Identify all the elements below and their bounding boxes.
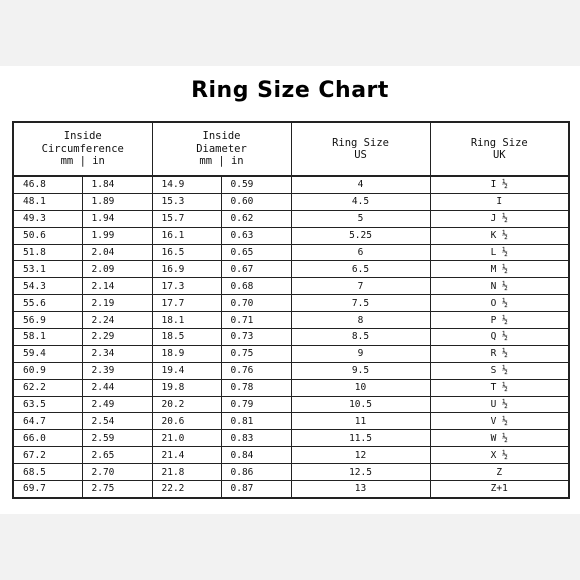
uk-size-cell: I ½	[430, 176, 569, 193]
diameter-in-cell: 0.68	[221, 278, 291, 295]
table-row	[13, 278, 569, 295]
circumference-in-cell: 2.65	[82, 447, 152, 464]
circumference-header-line1: Inside	[63, 130, 102, 143]
diameter-mm-cell: 20.2	[152, 396, 221, 413]
us-size-cell: 8	[291, 312, 430, 329]
circumference-header	[13, 122, 152, 176]
diameter-in-cell: 0.83	[221, 430, 291, 447]
circumference-mm-cell: 69.7	[13, 481, 82, 498]
diameter-mm-cell: 19.4	[152, 362, 221, 379]
table-row	[13, 244, 569, 261]
circumference-mm-cell: 50.6	[13, 227, 82, 244]
circumference-in-cell: 1.99	[82, 227, 152, 244]
diameter-in-cell: 0.70	[221, 295, 291, 312]
diameter-in-cell: 0.76	[221, 362, 291, 379]
circumference-mm-cell: 66.0	[13, 430, 82, 447]
us-size-cell: 5	[291, 210, 430, 227]
table-row	[13, 362, 569, 379]
circumference-in-cell: 2.14	[82, 278, 152, 295]
diameter-in-cell: 0.81	[221, 413, 291, 430]
table-row	[13, 396, 569, 413]
table-body	[13, 176, 569, 498]
circumference-in-cell: 2.04	[82, 244, 152, 261]
table-row	[13, 295, 569, 312]
diameter-mm-cell: 17.3	[152, 278, 221, 295]
page-title: Ring Size Chart	[191, 78, 389, 103]
us-size-cell: 6	[291, 244, 430, 261]
diameter-mm-cell: 15.7	[152, 210, 221, 227]
diameter-mm-cell: 21.8	[152, 464, 221, 481]
diameter-header-units: mm | in	[199, 155, 244, 168]
diameter-mm-cell: 21.0	[152, 430, 221, 447]
diameter-in-cell: 0.73	[221, 329, 291, 346]
diameter-mm-cell: 20.6	[152, 413, 221, 430]
diameter-in-cell: 0.75	[221, 345, 291, 362]
diameter-in-cell: 0.60	[221, 193, 291, 210]
uk-size-cell: O ½	[430, 295, 569, 312]
uk-size-cell: K ½	[430, 227, 569, 244]
table-row	[13, 329, 569, 346]
us-size-cell: 11	[291, 413, 430, 430]
diameter-mm-cell: 18.5	[152, 329, 221, 346]
uk-size-cell: W ½	[430, 430, 569, 447]
uk-size-cell: Z+1	[430, 481, 569, 498]
table-row	[13, 193, 569, 210]
table-header-row	[13, 122, 569, 176]
table-row	[13, 430, 569, 447]
circumference-in-cell: 2.75	[82, 481, 152, 498]
diameter-header	[152, 122, 291, 176]
diameter-in-cell: 0.63	[221, 227, 291, 244]
uk-size-cell: P ½	[430, 312, 569, 329]
us-size-cell: 12.5	[291, 464, 430, 481]
uk-size-cell: N ½	[430, 278, 569, 295]
uk-size-header-line2: UK	[492, 149, 506, 161]
diameter-in-cell: 0.71	[221, 312, 291, 329]
us-size-cell: 8.5	[291, 329, 430, 346]
diameter-in-cell: 0.59	[221, 176, 291, 193]
us-size-cell: 10.5	[291, 396, 430, 413]
uk-size-cell: X ½	[430, 447, 569, 464]
circumference-mm-cell: 46.8	[13, 176, 82, 193]
us-size-cell: 9.5	[291, 362, 430, 379]
circumference-in-cell: 2.29	[82, 329, 152, 346]
diameter-in-cell: 0.65	[221, 244, 291, 261]
circumference-in-cell: 2.49	[82, 396, 152, 413]
circumference-mm-cell: 56.9	[13, 312, 82, 329]
us-size-cell: 10	[291, 379, 430, 396]
diameter-mm-cell: 15.3	[152, 193, 221, 210]
uk-size-cell: Q ½	[430, 329, 569, 346]
uk-size-cell: R ½	[430, 345, 569, 362]
ring-size-table	[12, 121, 570, 499]
diameter-mm-cell: 16.1	[152, 227, 221, 244]
uk-size-cell: M ½	[430, 261, 569, 278]
table-row	[13, 481, 569, 498]
table-row	[13, 227, 569, 244]
diameter-header-line2: Diameter	[196, 142, 247, 155]
table-row	[13, 312, 569, 329]
us-size-header	[291, 122, 430, 176]
table-row	[13, 464, 569, 481]
table-row	[13, 345, 569, 362]
circumference-mm-cell: 63.5	[13, 396, 82, 413]
uk-size-cell: L ½	[430, 244, 569, 261]
circumference-in-cell: 2.09	[82, 261, 152, 278]
circumference-header-line2: Circumference	[41, 142, 124, 155]
uk-size-cell: V ½	[430, 413, 569, 430]
circumference-in-cell: 2.39	[82, 362, 152, 379]
us-size-header-line2: US	[354, 149, 367, 161]
circumference-mm-cell: 58.1	[13, 329, 82, 346]
circumference-in-cell: 1.94	[82, 210, 152, 227]
table-row	[13, 447, 569, 464]
circumference-mm-cell: 60.9	[13, 362, 82, 379]
us-size-cell: 11.5	[291, 430, 430, 447]
us-size-cell: 6.5	[291, 261, 430, 278]
us-size-cell: 5.25	[291, 227, 430, 244]
table-row	[13, 379, 569, 396]
circumference-in-cell: 2.54	[82, 413, 152, 430]
us-size-cell: 9	[291, 345, 430, 362]
circumference-in-cell: 2.19	[82, 295, 152, 312]
diameter-header-line1: Inside	[202, 130, 241, 143]
diameter-mm-cell: 21.4	[152, 447, 221, 464]
table-row	[13, 210, 569, 227]
circumference-in-cell: 2.44	[82, 379, 152, 396]
diameter-in-cell: 0.86	[221, 464, 291, 481]
circumference-mm-cell: 64.7	[13, 413, 82, 430]
circumference-header-units: mm | in	[60, 155, 105, 168]
us-size-cell: 7.5	[291, 295, 430, 312]
us-size-cell: 13	[291, 481, 430, 498]
circumference-mm-cell: 53.1	[13, 261, 82, 278]
diameter-in-cell: 0.62	[221, 210, 291, 227]
diameter-mm-cell: 22.2	[152, 481, 221, 498]
ring-size-chart-page	[0, 66, 580, 514]
diameter-in-cell: 0.84	[221, 447, 291, 464]
circumference-mm-cell: 59.4	[13, 345, 82, 362]
uk-size-cell: U ½	[430, 396, 569, 413]
diameter-mm-cell: 17.7	[152, 295, 221, 312]
uk-size-cell: Z	[430, 464, 569, 481]
uk-size-cell: S ½	[430, 362, 569, 379]
uk-size-header	[430, 122, 569, 176]
us-size-header-line1: Ring Size	[332, 136, 389, 149]
circumference-mm-cell: 49.3	[13, 210, 82, 227]
diameter-in-cell: 0.87	[221, 481, 291, 498]
us-size-cell: 7	[291, 278, 430, 295]
circumference-mm-cell: 54.3	[13, 278, 82, 295]
us-size-cell: 12	[291, 447, 430, 464]
circumference-mm-cell: 51.8	[13, 244, 82, 261]
diameter-mm-cell: 19.8	[152, 379, 221, 396]
table-row	[13, 261, 569, 278]
diameter-in-cell: 0.78	[221, 379, 291, 396]
uk-size-cell: J ½	[430, 210, 569, 227]
diameter-mm-cell: 18.1	[152, 312, 221, 329]
circumference-in-cell: 2.59	[82, 430, 152, 447]
circumference-mm-cell: 68.5	[13, 464, 82, 481]
circumference-in-cell: 2.70	[82, 464, 152, 481]
diameter-mm-cell: 18.9	[152, 345, 221, 362]
circumference-in-cell: 1.84	[82, 176, 152, 193]
diameter-in-cell: 0.79	[221, 396, 291, 413]
circumference-mm-cell: 55.6	[13, 295, 82, 312]
us-size-cell: 4.5	[291, 193, 430, 210]
table-row	[13, 413, 569, 430]
uk-size-header-line1: Ring Size	[470, 136, 528, 149]
diameter-in-cell: 0.67	[221, 261, 291, 278]
uk-size-cell: I	[430, 193, 569, 210]
diameter-mm-cell: 14.9	[152, 176, 221, 193]
circumference-mm-cell: 67.2	[13, 447, 82, 464]
circumference-mm-cell: 48.1	[13, 193, 82, 210]
us-size-cell: 4	[291, 176, 430, 193]
diameter-mm-cell: 16.5	[152, 244, 221, 261]
circumference-mm-cell: 62.2	[13, 379, 82, 396]
uk-size-cell: T ½	[430, 379, 569, 396]
circumference-in-cell: 1.89	[82, 193, 152, 210]
circumference-in-cell: 2.24	[82, 312, 152, 329]
table-row	[13, 176, 569, 193]
circumference-in-cell: 2.34	[82, 345, 152, 362]
diameter-mm-cell: 16.9	[152, 261, 221, 278]
